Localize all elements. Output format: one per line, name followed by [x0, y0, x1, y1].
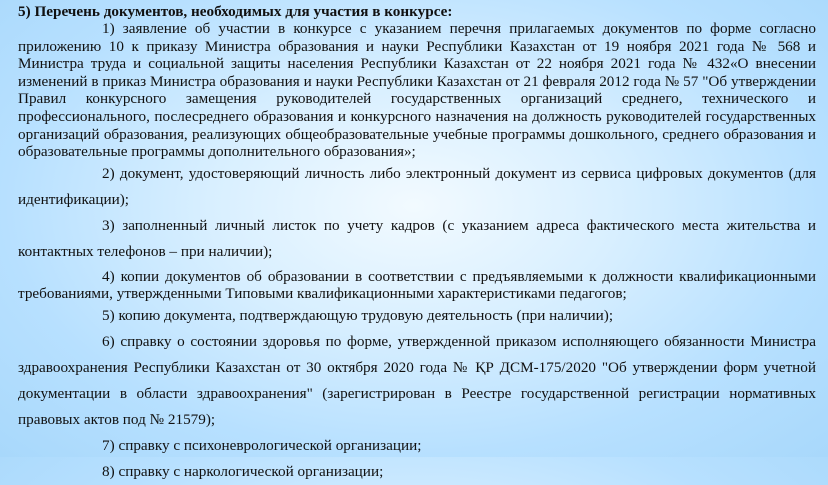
list-item-4: 4) копии документов об образовании в соответствии с предъявляемыми к должности квалификационными требованиями, утвержденными Типовыми квалификационными характеристиками педагогов; [18, 267, 816, 303]
list-item-2: 2) документ, удостоверяющий личность либо электронный документ из сервиса цифровых документов (для идентификации); [18, 164, 816, 208]
list-item-5: 5) копию документа, подтверждающую трудовую деятельность (при наличии); [102, 306, 614, 324]
list-item-1: 1) заявление об участии в конкурсе с указанием перечня прилагаемых документов по форме согласно приложению 10 к приказу Министра образования и науки Республики Казахстан от 19 ноября 2021 года № 568 и Министра труда и социальной защиты населения Республики Казахстан от 22 ноября 2021 года № 432«О внесении изменений в приказ Министра образования и науки Республики Казахстан от 21 февраля 2012 года № 57 "Об утверждении Правил конкурсного замещения руководителей государственных организаций среднего, технического и профессионального, послесреднего образования и конкурсного назначения на должность руководителей государственных организаций образования, реализующих общеобразовательные учебные программы дошкольного, среднего образования и образовательные программы дополнительного образования»; [18, 20, 816, 161]
list-item-6: 6) справку о состоянии здоровья по форме, утвержденной приказом исполняющего обязанности Министра здравоохранения Республики Казахстан от 30 октября 2020 года № ҚР ДСМ-175/2020 "Об утверждении форм учетной документации в области здравоохранения" (зарегистрирован в Реестре государственной регистрации нормативных правовых актов под № 21579); [18, 332, 816, 428]
section-heading: 5) Перечень документов, необходимых для участия в конкурсе: [18, 3, 453, 20]
list-item-7: 7) справку с психоневрологической организации; [102, 436, 422, 454]
list-item-3: 3) заполненный личный листок по учету кадров (с указанием адреса фактического места жительства и контактных телефонов – при наличии); [18, 216, 816, 260]
list-item-8: 8) справку с наркологической организации; [102, 462, 384, 480]
